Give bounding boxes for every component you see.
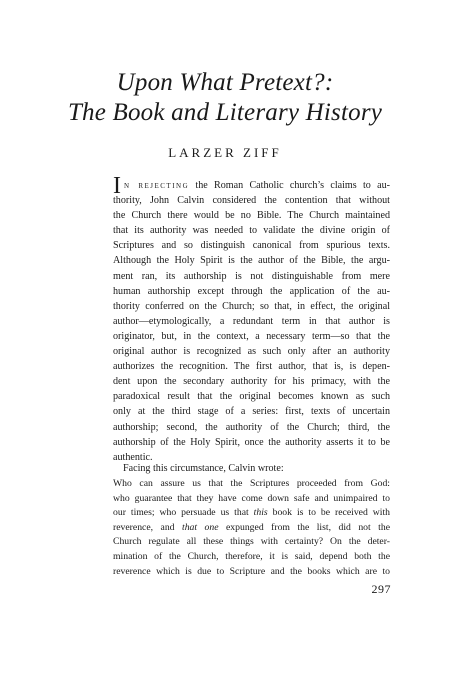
opening-line-text: the Roman Catholic church’s claims to au- [195,180,390,191]
text-line: originator, but, in the context, a necessary term—so that the [113,330,390,342]
text-line: human authorship except through the application of the au- [113,285,390,297]
text-line: only at the third stage of a series: first, texts of uncertain [113,406,390,418]
quote-line [113,521,390,536]
text-line: authentic. [113,451,153,463]
text-line: thority conferred on the Church; so that, in effect, the original [113,300,390,312]
quote-line [113,506,390,521]
text-line: authorship; second, the authority of the Church; third, the [113,421,390,433]
quote-line: mination of the Church, therefore, it is said, depend both the [113,550,390,562]
body-paragraph-1 [113,173,390,465]
opening-smallcaps: n rejecting [124,180,190,191]
quote-line: Church regulate all these things with certainty? On the deter- [113,536,390,548]
page-number: 297 [371,582,391,596]
drop-cap: I [113,173,121,199]
text-line: that its authority was needed to validate the divine origin of [113,225,390,237]
article-title-line-1: Upon What Pretext?: [116,69,334,96]
text-line: thority, John Calvin considered the contention that without [113,195,390,207]
text-line: ment ran, its authorship is not distinguishable from mere [113,270,390,282]
text-line: dent upon the secondary authority for his primacy, with the [113,376,390,388]
block-quote [113,477,390,579]
opening-line [113,173,390,199]
text-line: authorizes the recognition. The first author, that is, is depen- [113,361,390,373]
quote-line: reverence which is due to Scripture and the books which are to [113,565,390,577]
quote-text: our times; who persuade us that [113,507,254,519]
quote-text: book is to be received with [267,507,391,519]
text-line: authorship of the Holy Spirit, once the authority asserts it to be [113,436,390,448]
text-line: author—etymologically, a redundant term in that author is [113,315,390,327]
article-title-line-2: The Book and Literary History [67,99,383,126]
quote-lead-in: Facing this circumstance, Calvin wrote: [123,463,284,474]
quote-italic: that one [182,521,219,533]
text-line: paradoxical result that the original becomes known as such [113,391,390,403]
text-line: Although the Holy Spirit is the author of the Bible, the argu- [113,255,390,267]
quote-italic: this [253,507,268,519]
text-line: Scriptures and so distinguish canonical from spurious texts. [113,240,390,252]
text-line: original author is recognized as such only after an authority [113,346,390,358]
quote-text: expunged from the list, did not the [218,521,390,533]
quote-line: Who can assure us that the Scriptures proceeded from God: [113,478,390,489]
text-line: the Church there would be no Bible. The Church maintained [113,210,390,222]
author-name: LARZER ZIFF [168,145,282,160]
quote-text: reverence, and [113,521,182,533]
quote-line: who guarantee that they have come down safe and unimpaired to [113,492,390,504]
